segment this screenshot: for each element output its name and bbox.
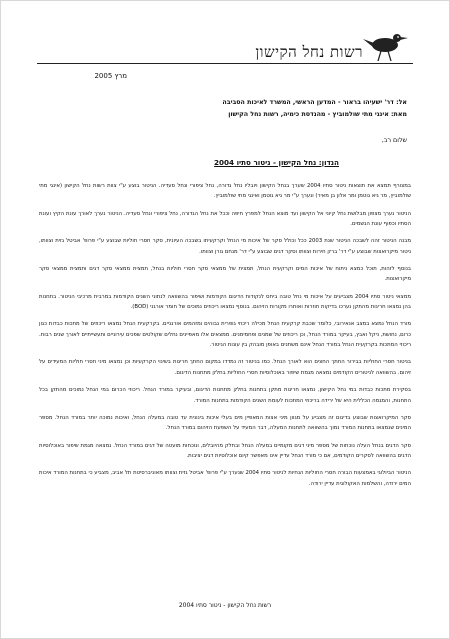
from-line: מאת: אינגי מתי שולמוביץ - מהנדסת כימיה, רשות נחל הקישון: [228, 110, 407, 118]
letterhead: [37, 25, 413, 65]
to-line: אל: דר' ישעיהו בראור - המדען הראשי, המשרד לאיכות הסביבה: [222, 99, 407, 106]
body-paragraph: בניטור חסרי החוליות בבירור החתך החצים הוא לאורך הנחל. כמו בניטור זה נמדדו במקום החתך חריגות בשינוי הקרקעיות וכן נמצאו מיני חסרי חוליות המעידים על זיהום. בהשוואה לניטורים הקודמים נמצאה מגמת שיפור באוכלוסיות חסרי החוליות בחלק מתחנות הדיגום.: [39, 359, 411, 376]
header-divider: [37, 63, 413, 64]
body-paragraph: סקר המיקרואצות שבוצע בדיגום זה מצביע על מגוון מיני אצות המאפיין מים בעלי איכות בינונית עד טובה במעלה הנחל, ואיכות נמוכה יותר במורד הנחל. מספר המינים שנמצאו בתחנות המורד נמוך בהשוואה לתחנות המעלה, דבר המעיד על השפעת הזיהום במורד הנחל.: [39, 414, 411, 432]
body-paragraph: הניטור נערך מצפון מבלושת נחל קיוני אל הקישון ועד מוצא הנחל למפרץ חיפה וככל את נחל הגדורה, נחל ציפורי ונחל סעדיה. הניטור נערך לאורך עונת הקיץ ועונת הסתיו וכפוף עונת הגשמים.: [39, 210, 411, 228]
body-paragraph: מורד הנחל נמצא במצב אנאירובי, כלומר שכבת קרקעית הנחל מכילה ריכוזי גופרית גבוהים ומזהמים אורגניים. בקרקעית הנחל נמצאו ריכוזים של מתכות כבדות כגון כרום, נחושת, ניקל ואבץ, בעיקר במורד הנחל, וכן ריכוזים של שמנים ופחמימנים. ממצאים אלו מאפיינים נחלים שקולטים שפכים עירוניים ותעשייתיים לאורך שנים רבות. ריכוזי המתכות בקרקעית הנחל במורד הנחל אינם משתנים באופן מובהק בין עונות הניטור.: [39, 321, 411, 349]
greeting: שלום רב,: [381, 137, 407, 144]
page-footer: רשות נחל הקישון - ניטור סתיו 2004: [178, 602, 272, 609]
org-name: רשות נחל הקישון: [255, 43, 363, 61]
letter-date: מרץ 2005: [94, 72, 127, 80]
body-paragraph: במצורף תמצא את תוצאות ניטור סתיו 2004 שערך בנחל הקישון ויובליו נחל גדורה, נחל ציפורי ונחל סעדיה. הניטור בוצע ע"י צוות רשות נחל הקישון (אינגי מתי שולמוביץ, מר גיא גוטמן ומר אלון בן מאיר) ונערך ע"י מר גיא גוטמן ואינגי מתי שולמוביץ.: [39, 183, 411, 200]
body-paragraph: בנוסף לזהות, תוכל כמצא ניתוח של איכות המים וקרקעית הנחל, תמצית של ממצאי סקר חסרי חוליות בנחל, תמצית ממצאי סקר דגים ותמצית ממצאי סקר מיקרואצות.: [39, 266, 411, 283]
letter-body: [39, 181, 411, 496]
body-paragraph: בסקירת מתכות כבדות במי נחל הקישון, נמצאו חריגות מתקן בתחנות בחלק מתחנות הדיגום, ובעיקר במורד הנחל. ריכוזי הכרום במי הנחל נמוכים מהתקן בכל התחנות, והמגמה הכללית היא של ירידה בריכוזי המתכות לעומת השנים הקודמות בתחנות המורד.: [39, 387, 411, 404]
body-paragraph: הניטור הביולוגי באמצעות הבורה חסרי החוליות הנחיות לניטור סתיו 2004 שנערך ע"י פרופ' אביטל גזית וצוותו מאוניברסיטת תל אביב, מצביע כי בתחנות המורד איכות המים ירודה, והשלמות האקולוגית עדיין ירודה.: [39, 470, 411, 487]
address-block: [61, 97, 407, 120]
body-paragraph: מבנה הניטור זהה לשבכה הניטור שנת 2003 ככל וכולל סקר של איכות מי הנחל וקרקעיתו בשבכה העיונית, סקר חסרי חוליות שבוצע ע"י פרופ' אביטל גזית וצוותו, ניטור מיקרואצות שבוצע ע"י דר' ברק חירות וצוותו וסקר דגים שבוצע ע"י דר' מנחם גורן וצוותו.: [39, 238, 411, 255]
body-paragraph: סקר הדגים בנחל העלה נוכחות של מספר מיני דגים מקומיים במעלה הנחל ובחלק מהיובלים, ונוכחות מועטה של דגים במורד הנחל. נמצאה מגמת שיפור באוכלוסיות הדגים בהשוואה לסקרים הקודמים, אם כי מורד הנחל עדיין אינו מאפשר קיום אוכלוסיות דגים יציבות.: [39, 442, 411, 459]
bird-icon: [361, 25, 413, 63]
subject-line: הנדון: נחל הקישון - ניטור סתיו 2004: [214, 158, 339, 167]
body-paragraph: ממצאי ניטור סתיו 2004 מצביעים על איכות מי נחל טובה ביחס לנקודות הדיגום הקודמות ושיפור בהשוואה לנתוני השנים הקודמות במרבית מרכיבי הניטור. בתחנות בהן נמצאו חריגות מהתקן נערכו בדיקות חוזרות ואותרו מקורות הזיהום. בנוסף נמצאו ריכוזים נמוכים של חומר אורגני (BOD).: [39, 293, 411, 311]
